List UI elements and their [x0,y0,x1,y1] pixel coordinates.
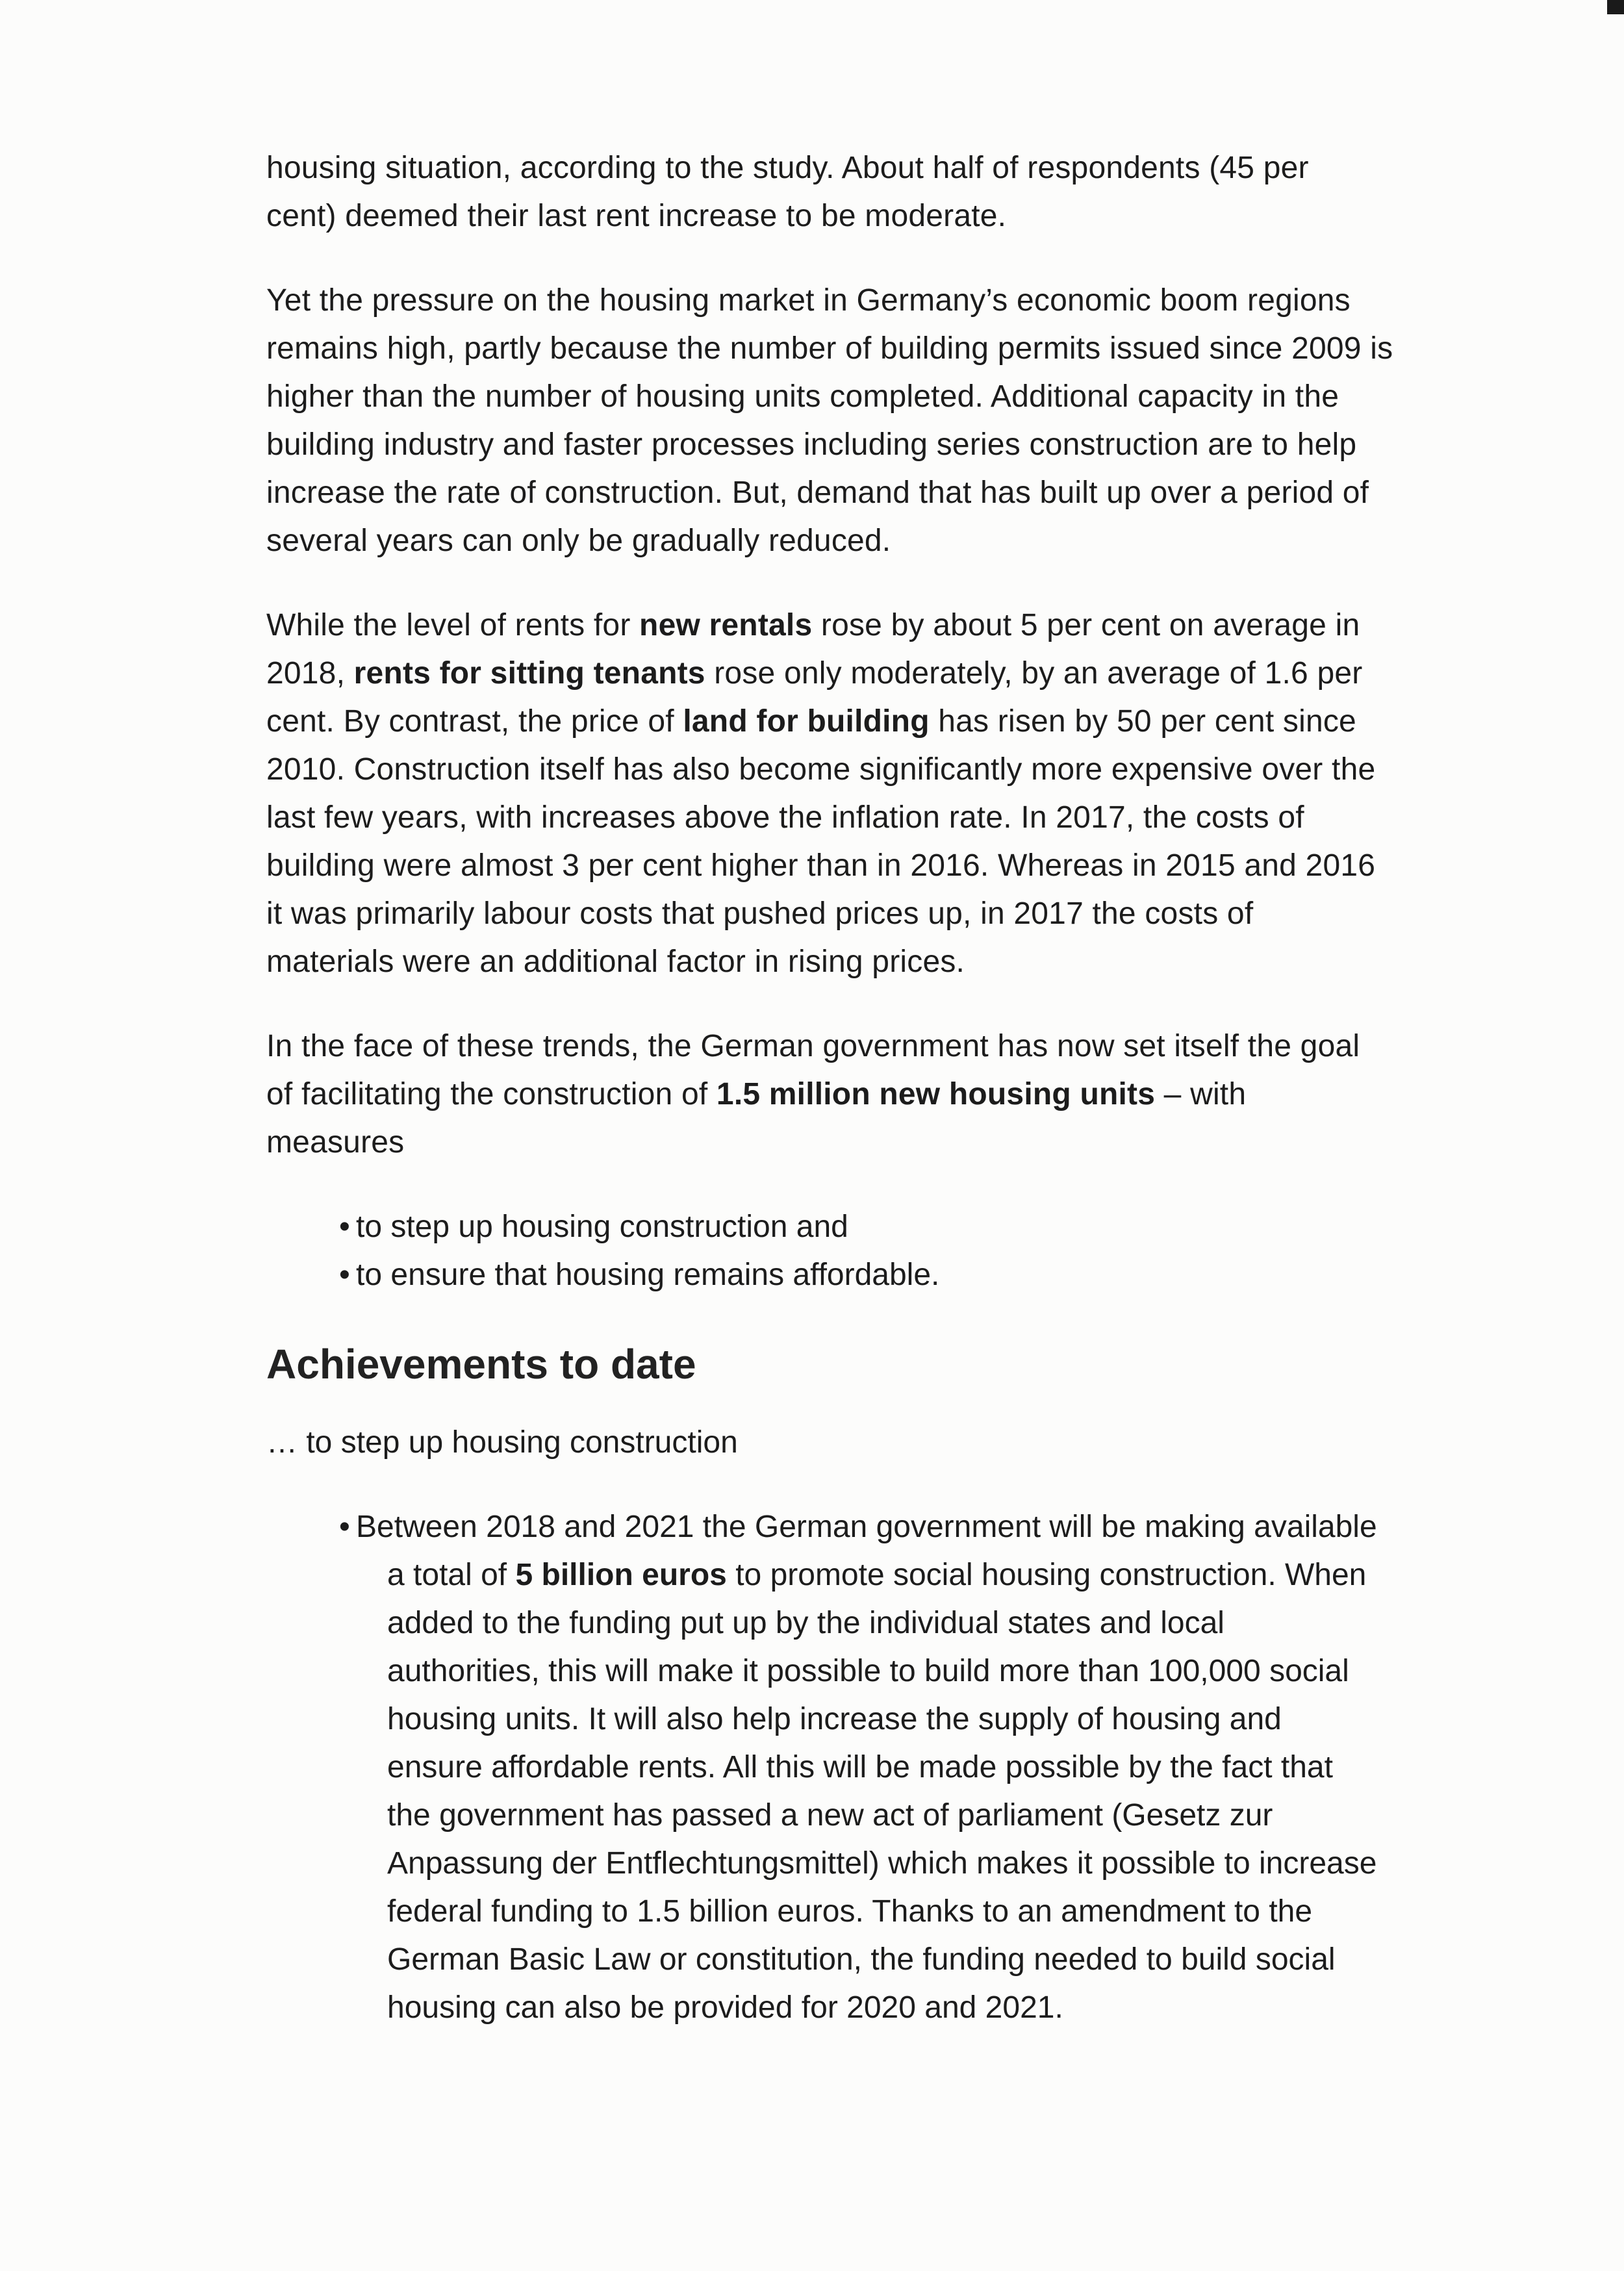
paragraph-line [266,192,1475,240]
text-run: cent) deemed their last rent increase to be moderate. [266,199,1007,233]
paragraph-line [266,794,1475,842]
paragraph-line [266,144,1475,192]
text-run: rose by about 5 per cent on average in [812,608,1360,642]
text-run: the government has passed a new act of parliament (Gesetz zur [387,1798,1273,1833]
text-run: ensure affordable rents. All this will be made possible by the fact that [387,1750,1333,1784]
text-run: In the face of these trends, the German government has now set itself the goal [266,1029,1360,1063]
text-run: housing units. It will also help increase the supply of housing and [387,1702,1282,1736]
bullet-line [339,1888,1475,1936]
section-heading: Achievements to date [266,1341,696,1388]
text-run: measures [266,1125,405,1160]
bullet-item [339,1203,1475,1251]
paragraph-line [266,325,1475,373]
bold-term: new rentals [639,608,813,642]
bullet-text: to ensure that housing remains affordable. [356,1258,940,1292]
text-run: materials were an additional factor in rising prices. [266,945,965,979]
text-run: of facilitating the construction of [266,1077,717,1111]
text-run: Yet the pressure on the housing market in Germany’s economic boom regions [266,283,1351,318]
bullet-line [339,1840,1475,1888]
text-run: cent. By contrast, the price of [266,704,683,739]
bullet-line [339,1503,1475,1551]
paragraph-line [266,277,1475,325]
paragraph-line [266,650,1475,698]
text-run: authorities, this will make it possible to build more than 100,000 social [387,1654,1349,1688]
paragraph-line [266,938,1475,986]
text-run: While the level of rents for [266,608,640,642]
paragraph-line [266,469,1475,517]
paragraph [266,602,1475,986]
text-run: 2010. Construction itself has also become significantly more expensive over the [266,752,1376,787]
paragraph-line [266,746,1475,794]
text-run: German Basic Law or constitution, the funding needed to build social [387,1942,1336,1977]
bold-term: 5 billion euros [515,1558,727,1592]
text-run: building were almost 3 per cent higher than in 2016. Whereas in 2015 and 2016 [266,848,1376,883]
text-run: rose only moderately, by an average of 1.6 per [705,656,1363,691]
achievement-bullet [339,1503,1475,2032]
bullet-line [339,1695,1475,1744]
bullet-line [339,1984,1475,2032]
text-run: last few years, with increases above the inflation rate. In 2017, the costs of [266,800,1304,835]
paragraph [266,1022,1475,1167]
text-run: housing can also be provided for 2020 and 2021. [387,1990,1063,2025]
text-run: – with [1155,1077,1247,1111]
text-run: 2018, [266,656,354,691]
paragraph-line [266,1022,1475,1071]
goal-bullet-list [339,1203,1475,1299]
bullet-dot-icon: • [339,1210,350,1244]
paragraph-line [266,890,1475,938]
bullet-item [339,1251,1475,1299]
bullet-line [339,1744,1475,1792]
text-run: to promote social housing construction. When [726,1558,1367,1592]
bullet-dot-icon: • [339,1258,350,1292]
paragraph-line [266,842,1475,890]
subheading: … to step up housing construction [266,1425,738,1460]
text-run: higher than the number of housing units completed. Additional capacity in the [266,379,1339,414]
bold-term: land for building [683,704,930,739]
text-run: Anpassung der Entflechtungsmittel) which makes it possible to increase [387,1846,1377,1881]
bullet-line [339,1647,1475,1695]
paragraph-line [266,373,1475,421]
bullet-line [339,1599,1475,1647]
text-run: remains high, partly because the number of building permits issued since 2009 is [266,331,1393,366]
text-run: Between 2018 and 2021 the German government will be making available [356,1510,1377,1544]
text-run: several years can only be gradually reduced. [266,524,891,558]
text-run: building industry and faster processes including series construction are to help [266,427,1357,462]
bullet-line [339,1551,1475,1599]
bullet-line [339,1936,1475,1984]
body-paragraphs [266,144,1475,1167]
text-run: housing situation, according to the study. About half of respondents (45 per [266,151,1309,185]
paragraph-line [266,517,1475,565]
paragraph [266,144,1475,240]
document-page [266,144,1475,2032]
paragraph-line [266,1071,1475,1119]
bold-term: rents for sitting tenants [353,656,705,691]
bullet-line [339,1792,1475,1840]
paragraph-line [266,698,1475,746]
bullet-text: to step up housing construction and [356,1210,848,1244]
paragraph-line [266,421,1475,469]
paragraph-line [266,602,1475,650]
text-run: increase the rate of construction. But, demand that has built up over a period of [266,476,1369,510]
bold-term: 1.5 million new housing units [716,1077,1156,1111]
text-run: federal funding to 1.5 billion euros. Thanks to an amendment to the [387,1894,1313,1929]
scan-edge-mark [1607,0,1624,14]
text-run: has risen by 50 per cent since [929,704,1356,739]
paragraph-line [266,1119,1475,1167]
text-run: a total of [387,1558,516,1592]
text-run: added to the funding put up by the individual states and local [387,1606,1224,1640]
bullet-dot-icon: • [339,1510,350,1544]
paragraph [266,277,1475,565]
text-run: it was primarily labour costs that pushed prices up, in 2017 the costs of [266,896,1254,931]
